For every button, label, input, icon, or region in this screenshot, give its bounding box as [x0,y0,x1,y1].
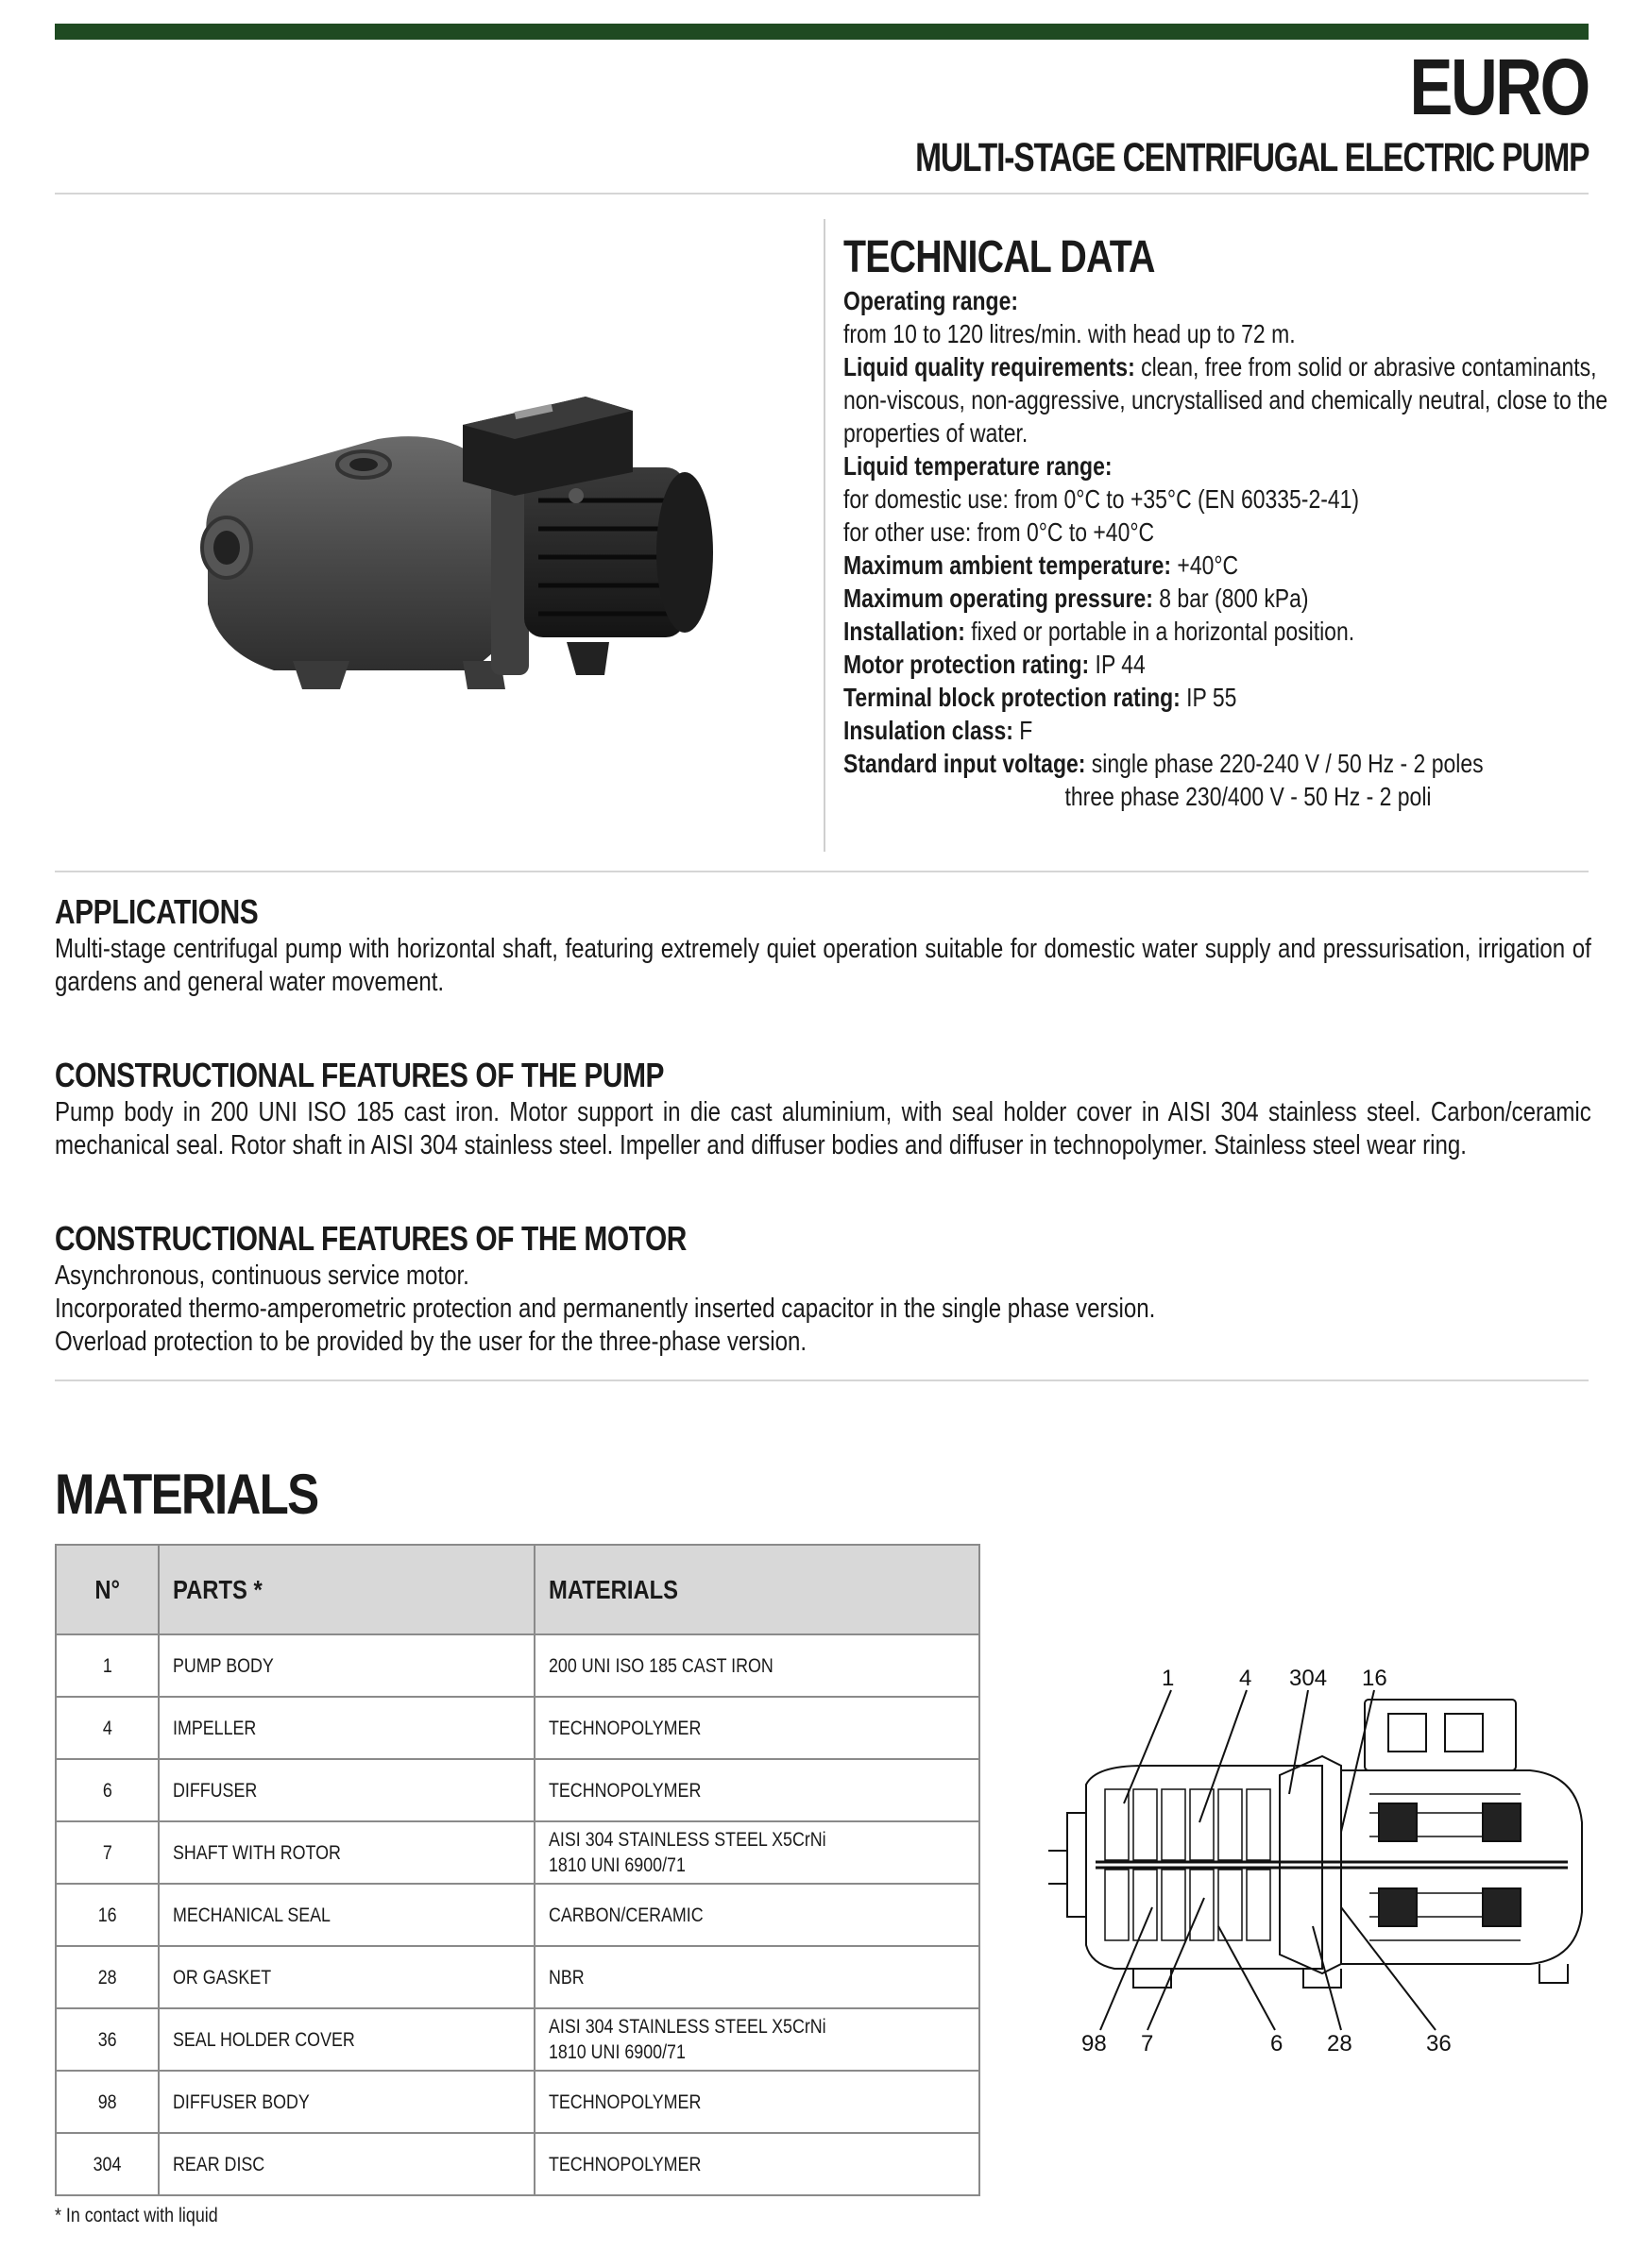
row-material: CARBON/CERAMIC [549,1904,704,1926]
row-number: 7 [102,1841,112,1864]
installation-label: Installation: [843,617,965,646]
row-number: 304 [93,2153,122,2175]
applications-heading: APPLICATIONS [55,892,259,931]
table-row [56,2071,979,2133]
diagram-label-98: 98 [1081,2031,1107,2056]
pump-features-heading: CONSTRUCTIONAL FEATURES OF THE PUMP [55,1056,665,1094]
diagram-label-7: 7 [1141,2031,1154,2056]
row-number: 28 [97,1966,117,1989]
divider [55,871,1589,872]
liquid-quality-value-3: properties of water. [843,418,1028,448]
divider [55,1379,1589,1381]
page-title: EURO [1409,42,1589,131]
pump-features-text: Pump body in 200 UNI ISO 185 cast iron. Motor support in die cast aluminium, with seal holder cover in AISI 304 stainless steel. Carbon/ceramic mechanical seal. Rotor shaft in AISI 304 stainless steel. Impeller and diffuser bodies and diffuser in technopolymer. Stainless steel wear ring. [55,1097,1591,1160]
row-number: 36 [97,2028,117,2051]
insulation-value: F [1012,716,1033,745]
row-material: 200 UNI ISO 185 CAST IRON [549,1654,774,1677]
row-number: 98 [97,2090,117,2113]
row-part: SHAFT WITH ROTOR [173,1841,341,1864]
motor-protection-label: Motor protection rating: [843,650,1090,679]
motor-protection-value: IP 44 [1089,650,1146,679]
max-pressure-value: 8 bar (800 kPa) [1152,584,1309,613]
technical-heading: TECHNICAL DATA [843,232,1155,282]
table-row [56,1821,979,1884]
motor-features-line2: Incorporated thermo-amperometric protection and permanently inserted capacitor in the single phase version. [55,1294,1156,1324]
row-number: 4 [102,1717,112,1739]
table-row [56,1634,979,1697]
diagram-label-304: 304 [1289,1666,1328,1691]
col-header-n: N° [56,1545,159,1634]
diagram-label-1: 1 [1162,1666,1175,1691]
diagram-label-4: 4 [1239,1666,1252,1691]
operating-range-value: from 10 to 120 litres/min. with head up to 72 m. [843,319,1296,348]
applications-text: Multi-stage centrifugal pump with horizontal shaft, featuring extremely quiet operation suitable for domestic water supply and pressurisation, irrigation of gardens and general water movement. [55,934,1591,997]
max-ambient-value: +40°C [1171,550,1239,580]
materials-table [55,1544,980,2196]
row-number: 16 [97,1904,117,1926]
liquid-temp-other: for other use: from 0°C to +40°C [843,517,1155,547]
row-material: TECHNOPOLYMER [549,1717,702,1739]
operating-range-label: Operating range: [843,286,1018,315]
row-material: NBR [549,1966,585,1989]
row-part: IMPELLER [173,1717,257,1739]
liquid-temp-label: Liquid temperature range: [843,451,1113,481]
row-part: DIFFUSER BODY [173,2090,310,2113]
row-part: OR GASKET [173,1966,272,1989]
voltage-label: Standard input voltage: [843,749,1086,778]
terminal-protection-label: Terminal block protection rating: [843,683,1181,712]
col-header-materials: MATERIALS [535,1545,979,1634]
max-pressure-label: Maximum operating pressure: [843,584,1153,613]
table-row [56,1759,979,1821]
row-part: PUMP BODY [173,1654,274,1677]
liquid-quality-label: Liquid quality requirements: [843,352,1135,381]
max-ambient-label: Maximum ambient temperature: [843,550,1172,580]
motor-features-line1: Asynchronous, continuous service motor. [55,1261,469,1291]
row-material: AISI 304 STAINLESS STEEL X5CrNi 1810 UNI 6900/71 [549,1829,826,1876]
pump-photo [189,387,718,708]
header-bar [55,24,1589,40]
diagram-label-28: 28 [1327,2031,1352,2056]
diagram-label-36: 36 [1426,2031,1452,2056]
installation-value: fixed or portable in a horizontal position. [964,617,1355,646]
diagram-label-16: 16 [1362,1666,1387,1691]
table-footnote: * In contact with liquid [55,2205,218,2226]
row-part: REAR DISC [173,2153,265,2175]
row-material: TECHNOPOLYMER [549,2153,702,2175]
voltage-value-1: single phase 220-240 V / 50 Hz - 2 poles [1085,749,1484,778]
page-subtitle: MULTI-STAGE CENTRIFUGAL ELECTRIC PUMP [914,135,1589,180]
liquid-quality-value-2: non-viscous, non-aggressive, uncrystallised and chemically neutral, close to the [843,385,1608,415]
table-row [56,1697,979,1759]
col-header-parts: PARTS * [159,1545,535,1634]
row-number: 6 [102,1779,112,1802]
diagram-label-6: 6 [1270,2031,1284,2056]
technical-data [843,231,1608,813]
row-material: AISI 304 STAINLESS STEEL X5CrNi 1810 UNI 6900/71 [549,2016,826,2063]
row-part: MECHANICAL SEAL [173,1904,331,1926]
row-part: SEAL HOLDER COVER [173,2028,355,2051]
table-row [56,1884,979,1946]
row-number: 1 [102,1654,112,1677]
terminal-protection-value: IP 55 [1180,683,1237,712]
column-divider [824,219,825,852]
divider [55,193,1589,195]
motor-features-line3: Overload protection to be provided by the user for the three-phase version. [55,1327,808,1357]
motor-features-section [55,1218,1591,1359]
row-material: TECHNOPOLYMER [549,2090,702,2113]
pump-cross-section-diagram [1039,1662,1606,2068]
table-row [56,1946,979,2008]
liquid-quality-value: clean, free from solid or abrasive contaminants, [1134,352,1597,381]
row-material: TECHNOPOLYMER [549,1779,702,1802]
applications-section [55,891,1591,999]
row-part: DIFFUSER [173,1779,258,1802]
liquid-temp-domestic: for domestic use: from 0°C to +35°C (EN 60335-2-41) [843,484,1360,514]
materials-heading: MATERIALS [55,1463,318,1526]
table-row [56,2008,979,2071]
voltage-value-2: three phase 230/400 V - 50 Hz - 2 poli [1064,782,1432,811]
insulation-label: Insulation class: [843,716,1013,745]
table-row [56,2133,979,2195]
motor-features-heading: CONSTRUCTIONAL FEATURES OF THE MOTOR [55,1219,687,1258]
pump-features-section [55,1055,1591,1162]
table-header-row [56,1545,979,1634]
